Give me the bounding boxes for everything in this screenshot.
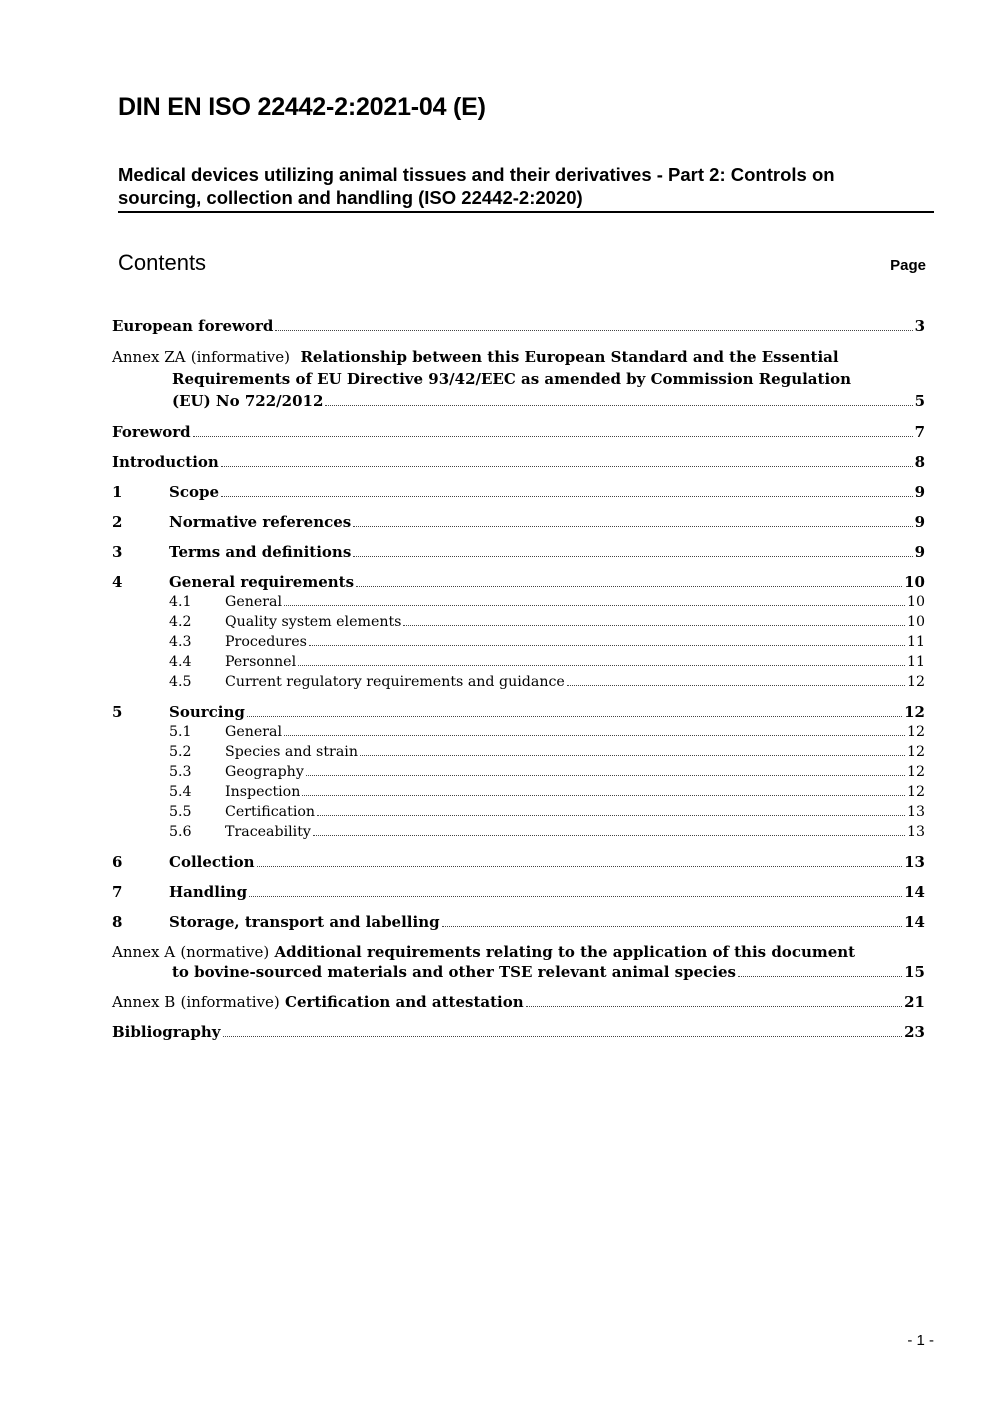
toc-entry-title: Collection: [169, 853, 255, 871]
toc-entry-subclause-4-1[interactable]: [112, 592, 925, 612]
toc-entry-page: 10: [906, 594, 925, 610]
toc-entry-title: Quality system elements: [225, 614, 402, 630]
dot-leader: [526, 1006, 902, 1007]
toc-entry-european-foreword[interactable]: [112, 316, 925, 336]
toc-entry-subclause-5-1[interactable]: [112, 722, 925, 742]
toc-entry-subclause-5-3[interactable]: [112, 762, 925, 782]
toc-entry-clause-7[interactable]: [112, 882, 925, 902]
toc-entry-subclause-4-3[interactable]: [112, 632, 925, 652]
dot-leader: [360, 755, 905, 756]
toc-entry-page: 13: [904, 853, 925, 871]
toc-entry-page: 11: [906, 654, 925, 670]
toc-entry-title: Normative references: [169, 513, 352, 531]
annex-b-type: (informative): [180, 993, 280, 1011]
dot-leader: [275, 330, 912, 331]
toc-entry-page: 12: [906, 724, 925, 740]
toc-entry-introduction[interactable]: [112, 452, 925, 472]
contents-heading: Contents: [118, 250, 207, 275]
dot-leader: [567, 685, 905, 686]
toc-entry-title: General: [225, 594, 283, 610]
toc-entry-page: 23: [904, 1023, 925, 1041]
toc-entry-foreword[interactable]: [112, 422, 925, 442]
toc-entry-page: 15: [904, 963, 925, 981]
toc-entry-clause-3[interactable]: [112, 542, 925, 562]
toc-entry-annex-za[interactable]: [112, 346, 925, 412]
toc-entry-title: Geography: [225, 764, 304, 780]
dot-leader: [325, 405, 912, 406]
annex-a-title-line-2: to bovine-sourced materials and other TSE relevant animal species: [172, 963, 736, 981]
toc-entry-title: Certification: [225, 804, 316, 820]
toc-entry-page: 9: [914, 543, 925, 561]
toc-entry-number: 5.5: [169, 804, 192, 820]
toc-entry-number: 5.2: [169, 744, 192, 760]
toc-entry-title: Current regulatory requirements and guidance: [225, 674, 565, 690]
annex-a-title-line-1: Additional requirements relating to the application of this document: [274, 943, 856, 961]
toc-entry-clause-4[interactable]: [112, 572, 925, 592]
toc-entry-title: Storage, transport and labelling: [169, 913, 440, 931]
dot-leader: [313, 835, 905, 836]
toc-entry-page: 12: [904, 703, 925, 721]
toc-entry-page: 10: [906, 614, 925, 630]
toc-entry-subclause-5-2[interactable]: [112, 742, 925, 762]
dot-leader: [247, 716, 902, 717]
toc-entry-number: 6: [112, 853, 123, 871]
toc-entry-page: 14: [904, 883, 925, 901]
toc-entry-title: Procedures: [225, 634, 307, 650]
toc-entry-title: Bibliography: [112, 1023, 221, 1041]
toc-entry-page: 10: [904, 573, 925, 591]
document-subtitle: [118, 163, 934, 213]
dot-leader: [356, 586, 902, 587]
dot-leader: [309, 645, 905, 646]
toc-entry-page: 14: [904, 913, 925, 931]
dot-leader: [221, 466, 913, 467]
toc-entry-page: 7: [914, 423, 925, 441]
annex-b-title: Certification and attestation: [285, 993, 524, 1011]
toc-entry-annex-a[interactable]: [112, 942, 925, 982]
toc-entry-page: 5: [914, 392, 925, 410]
toc-entry-number: 8: [112, 913, 123, 931]
toc-entry-title: Introduction: [112, 453, 219, 471]
toc-entry-subclause-5-4[interactable]: [112, 782, 925, 802]
subtitle-line-2: sourcing, collection and handling (ISO 22442-2:2020): [118, 187, 583, 208]
toc-entry-number: 4.1: [169, 594, 192, 610]
dot-leader: [403, 625, 904, 626]
dot-leader: [257, 866, 903, 867]
toc-entry-bibliography[interactable]: [112, 1022, 925, 1042]
toc-entry-title: Terms and definitions: [169, 543, 352, 561]
toc-entry-subclause-4-5[interactable]: [112, 672, 925, 692]
toc-entry-annex-b[interactable]: [112, 992, 925, 1012]
annex-za-title-line-1: Relationship between this European Standard and the Essential: [300, 348, 839, 366]
toc-entry-number: 3: [112, 543, 123, 561]
dot-leader: [442, 926, 903, 927]
toc-entry-number: 4.4: [169, 654, 192, 670]
toc-entry-title: General requirements: [169, 573, 355, 591]
toc-entry-page: 13: [906, 824, 925, 840]
page-number: - 1 -: [907, 1332, 934, 1349]
toc-entry-number: 4.5: [169, 674, 192, 690]
dot-leader: [306, 775, 905, 776]
annex-a-line-1: [112, 942, 925, 962]
document-id: DIN EN ISO 22442-2:2021-04 (E): [118, 93, 486, 121]
dot-leader: [738, 976, 902, 977]
dot-leader: [298, 665, 905, 666]
annex-a-prefix: Annex A: [112, 943, 176, 961]
dot-leader: [284, 605, 905, 606]
toc-entry-clause-1[interactable]: [112, 482, 925, 502]
toc-entry-number: 1: [112, 483, 123, 501]
toc-entry-title: [112, 992, 524, 1012]
toc-entry-clause-2[interactable]: [112, 512, 925, 532]
dot-leader: [302, 795, 905, 796]
annex-b-prefix: Annex B: [112, 993, 176, 1011]
annex-a-type: (normative): [180, 943, 270, 961]
toc-entry-page: 12: [906, 764, 925, 780]
toc-entry-title: Foreword: [112, 423, 191, 441]
toc-entry-subclause-4-2[interactable]: [112, 612, 925, 632]
toc-entry-title: European foreword: [112, 317, 274, 335]
toc-entry-title: Handling: [169, 883, 248, 901]
toc-entry-clause-6[interactable]: [112, 852, 925, 872]
annex-za-line-3: [112, 390, 925, 412]
dot-leader: [353, 556, 912, 557]
toc-entry-number: 4: [112, 573, 123, 591]
toc-entry-page: 21: [904, 993, 925, 1011]
dot-leader: [223, 1036, 903, 1037]
toc-entry-title: Personnel: [225, 654, 297, 670]
toc-entry-subclause-5-6[interactable]: [112, 822, 925, 842]
dot-leader: [353, 526, 912, 527]
toc-entry-page: 3: [914, 317, 925, 335]
toc-entry-number: 4.3: [169, 634, 192, 650]
dot-leader: [249, 896, 902, 897]
toc-entry-page: 12: [906, 744, 925, 760]
toc-entry-number: 5.3: [169, 764, 192, 780]
annex-za-line-1: [112, 346, 925, 368]
toc-entry-number: 4.2: [169, 614, 192, 630]
toc-entry-page: 12: [906, 784, 925, 800]
subtitle-line-1: Medical devices utilizing animal tissues and their derivatives - Part 2: Controls on: [118, 164, 835, 185]
annex-za-title-line-3: (EU) No 722/2012: [172, 392, 324, 410]
toc-entry-number: 7: [112, 883, 123, 901]
toc-entry-number: 5.6: [169, 824, 192, 840]
annex-za-type: (informative): [190, 348, 291, 366]
toc-entry-number: 5: [112, 703, 123, 721]
toc-entry-page: 11: [906, 634, 925, 650]
toc-entry-number: 2: [112, 513, 123, 531]
toc-entry-page: 12: [906, 674, 925, 690]
toc-entry-clause-8[interactable]: [112, 912, 925, 932]
dot-leader: [193, 436, 913, 437]
toc-entry-clause-5[interactable]: [112, 702, 925, 722]
annex-za-prefix: Annex ZA: [112, 348, 186, 366]
toc-entry-title: General: [225, 724, 283, 740]
toc-entry-page: 9: [914, 513, 925, 531]
dot-leader: [221, 496, 913, 497]
toc-entry-title: Sourcing: [169, 703, 245, 721]
toc-entry-page: 9: [914, 483, 925, 501]
toc-entry-title: Species and strain: [225, 744, 358, 760]
toc-entry-title: Scope: [169, 483, 220, 501]
toc-entry-number: 5.1: [169, 724, 192, 740]
toc-entry-page: 13: [906, 804, 925, 820]
toc-entry-subclause-5-5[interactable]: [112, 802, 925, 822]
toc-entry-number: 5.4: [169, 784, 192, 800]
toc-entry-page: 8: [914, 453, 925, 471]
annex-a-line-2: [112, 962, 925, 982]
table-of-contents: [112, 316, 925, 1042]
page-column-label: Page: [890, 257, 926, 274]
toc-entry-subclause-4-4[interactable]: [112, 652, 925, 672]
annex-za-title-line-2: Requirements of EU Directive 93/42/EEC as amended by Commission Regulation: [172, 370, 852, 388]
toc-entry-title: Inspection: [225, 784, 301, 800]
dot-leader: [284, 735, 905, 736]
dot-leader: [317, 815, 905, 816]
toc-entry-title: Traceability: [225, 824, 311, 840]
